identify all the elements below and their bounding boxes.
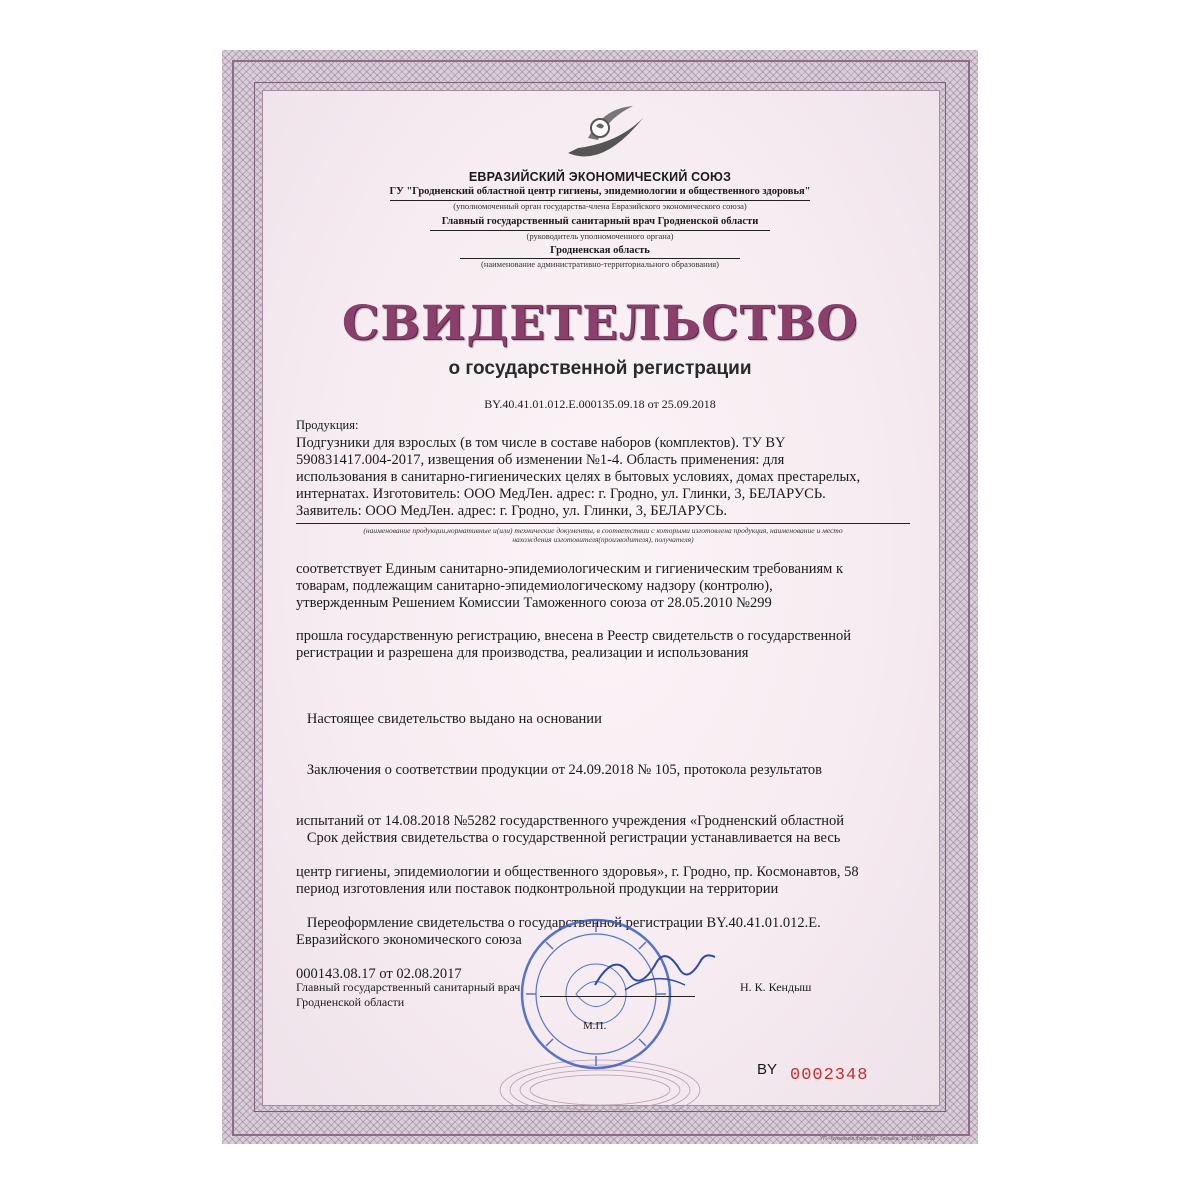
head-position: Главный государственный санитарный врач Гродненской области <box>441 216 759 227</box>
basis-line: испытаний от 14.08.2018 №5282 государственного учреждения «Гродненский областной <box>296 813 845 829</box>
conformity-line: соответствует Единым санитарно-эпидемиологическим и гигиеническим требованиям к <box>296 561 843 577</box>
signature-icon <box>585 935 725 1010</box>
certificate-title: СВИДЕТЕЛЬСТВО <box>341 296 859 351</box>
basis-line: Переоформление свидетельства о государственной регистрации BY.40.41.01.012.E. <box>296 915 821 931</box>
certificate-subtitle: о государственной регистрации <box>448 358 752 379</box>
product-line: Подгузники для взрослых (в том числе в составе наборов (комплектов). ТУ BY <box>296 435 786 451</box>
product-description <box>296 435 910 520</box>
signature-line <box>540 996 695 997</box>
organization-name: ГУ "Гродненский областной центр гигиены, эпидемиологии и общественного здоровья" <box>389 186 811 197</box>
union-title: ЕВРАЗИЙСКИЙ ЭКОНОМИЧЕСКИЙ СОЮЗ <box>468 170 732 184</box>
signatory-region: Гродненской области <box>296 995 405 1009</box>
product-caption <box>296 526 910 544</box>
serial-number: 0002348 <box>790 1066 869 1085</box>
conformity-line: товарам, подлежащим санитарно-эпидемиологическому надзору (контролю), <box>296 578 773 594</box>
basis-line: Заключения о соответствии продукции от 24.09.2018 № 105, протокола результатов <box>296 762 823 778</box>
validity-line: период изготовления или поставок подконтрольной продукции на территории <box>296 881 779 897</box>
product-label: Продукция: <box>296 418 359 432</box>
basis-line: 000143.08.17 от 02.08.2017 <box>296 966 462 982</box>
product-line: использования в санитарно-гигиенических целях в бытовых условиях, домах престарелых, <box>296 469 861 485</box>
signatory-name: Н. К. Кендыш <box>740 980 812 994</box>
signatory-position: Главный государственный санитарный врач <box>296 980 521 994</box>
basis-line: центр гигиены, эпидемиологии и общественного здоровья», г. Гродно, пр. Космонавтов, 58 <box>296 864 859 880</box>
registration-text <box>296 628 910 662</box>
printer-note: УП «Бумажная фабрика» Гознака, зак. 1066-2016 <box>820 1136 936 1142</box>
registration-line: регистрации и разрешена для производства, реализации и использования <box>296 645 749 661</box>
conformity-line: утвержденным Решением Комиссии Таможенного союза от 28.05.2010 №299 <box>296 595 772 611</box>
basis-line: Настоящее свидетельство выдано на основании <box>296 711 602 727</box>
registration-line: прошла государственную регистрацию, внесена в Реестр свидетельств о государственной <box>296 628 852 644</box>
validity-line: Евразийского экономического союза <box>296 932 522 948</box>
caption-line: нахождения изготовителя(производителя), получателя) <box>512 535 694 544</box>
organization-caption: (уполномоченный орган государства-члена Евразийского экономического союза) <box>453 201 747 211</box>
seal-mark: М.П. <box>583 1020 607 1032</box>
region-caption: (наименование административно-территориального образования) <box>480 259 719 269</box>
serial-prefix: BY <box>757 1061 778 1078</box>
product-line: интернатах. Изготовитель: ООО МедЛен. адрес: г. Гродно, ул. Глинки, 3, БЕЛАРУСЬ. <box>296 486 826 502</box>
conformity-text <box>296 561 910 612</box>
divider <box>296 523 910 524</box>
head-caption: (руководитель уполномоченного органа) <box>526 231 674 241</box>
validity-line: Срок действия свидетельства о государственной регистрации устанавливается на весь <box>296 830 841 846</box>
product-line: Заявитель: ООО МедЛен. адрес: г. Гродно, ул. Глинки, 3, БЕЛАРУСЬ. <box>296 503 728 519</box>
registration-number: BY.40.41.01.012.E.000135.09.18 от 25.09.2018 <box>484 397 716 411</box>
eaeu-logo-icon <box>548 98 658 168</box>
region-name: Гродненская область <box>550 245 650 256</box>
product-line: 590831417.004-2017, извещения об изменении №1-4. Область применения: для <box>296 452 785 468</box>
caption-line: (наименование продукции,нормативные и(или) технические документы, в соответствии с которыми изготовлена продукция, наименование и место <box>363 526 843 535</box>
